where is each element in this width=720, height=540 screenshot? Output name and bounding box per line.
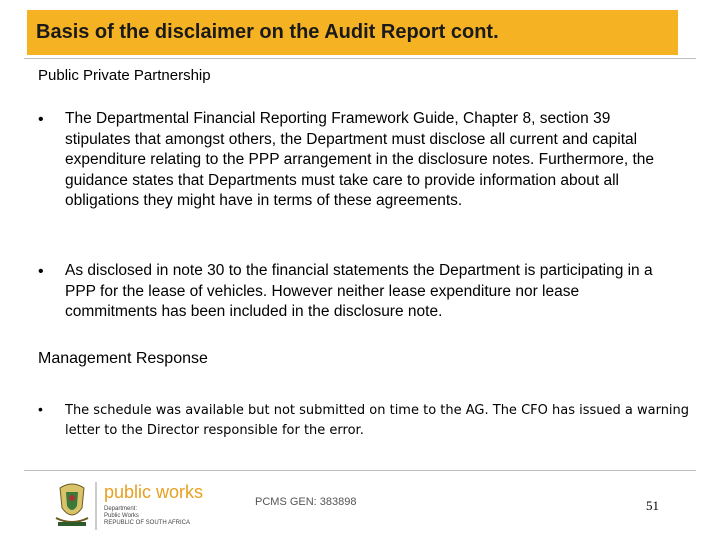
svg-text:REPUBLIC OF SOUTH AFRICA: REPUBLIC OF SOUTH AFRICA <box>104 520 191 526</box>
svg-text:public works: public works <box>104 482 204 502</box>
public-works-logo <box>52 478 242 534</box>
bullet-marker: • <box>38 263 44 280</box>
bullet-marker: • <box>38 111 44 128</box>
bullet-marker: • <box>38 401 43 417</box>
bullet-text-management-1: The schedule was available but not submitted on time to the AG. The CFO has issued a warning letter to the Director responsible for the error. <box>65 403 690 438</box>
title-divider <box>24 58 696 59</box>
page-number: 51 <box>646 498 659 513</box>
section-heading-ppp: Public Private Partnership <box>38 67 211 84</box>
slide-title: Basis of the disclaimer on the Audit Report cont. <box>36 21 499 43</box>
section-heading-management: Management Response <box>38 350 208 367</box>
svg-text:Public Works: Public Works <box>104 513 139 519</box>
bullet-text-ppp-1: The Departmental Financial Reporting Framework Guide, Chapter 8, section 39 stipulates that amongst others, the Department must disclose all current and capital expenditure relating to the PPP arrangement in the disclosure notes. Furthermore, the guidance states that Departments must take care to provide information about all obligations they might have in terms of these agreements. <box>65 110 655 210</box>
svg-text:Department:: Department: <box>104 506 138 512</box>
slide-title-bar <box>27 10 678 55</box>
footer-divider <box>24 470 696 471</box>
coat-of-arms-icon <box>56 484 88 526</box>
document-reference: PCMS GEN: 383898 <box>255 496 357 508</box>
bullet-text-ppp-2: As disclosed in note 30 to the financial statements the Department is participating in a PPP for the lease of vehicles. However neither lease expenditure nor lease commitments has been included in the disclosure note. <box>65 262 653 321</box>
